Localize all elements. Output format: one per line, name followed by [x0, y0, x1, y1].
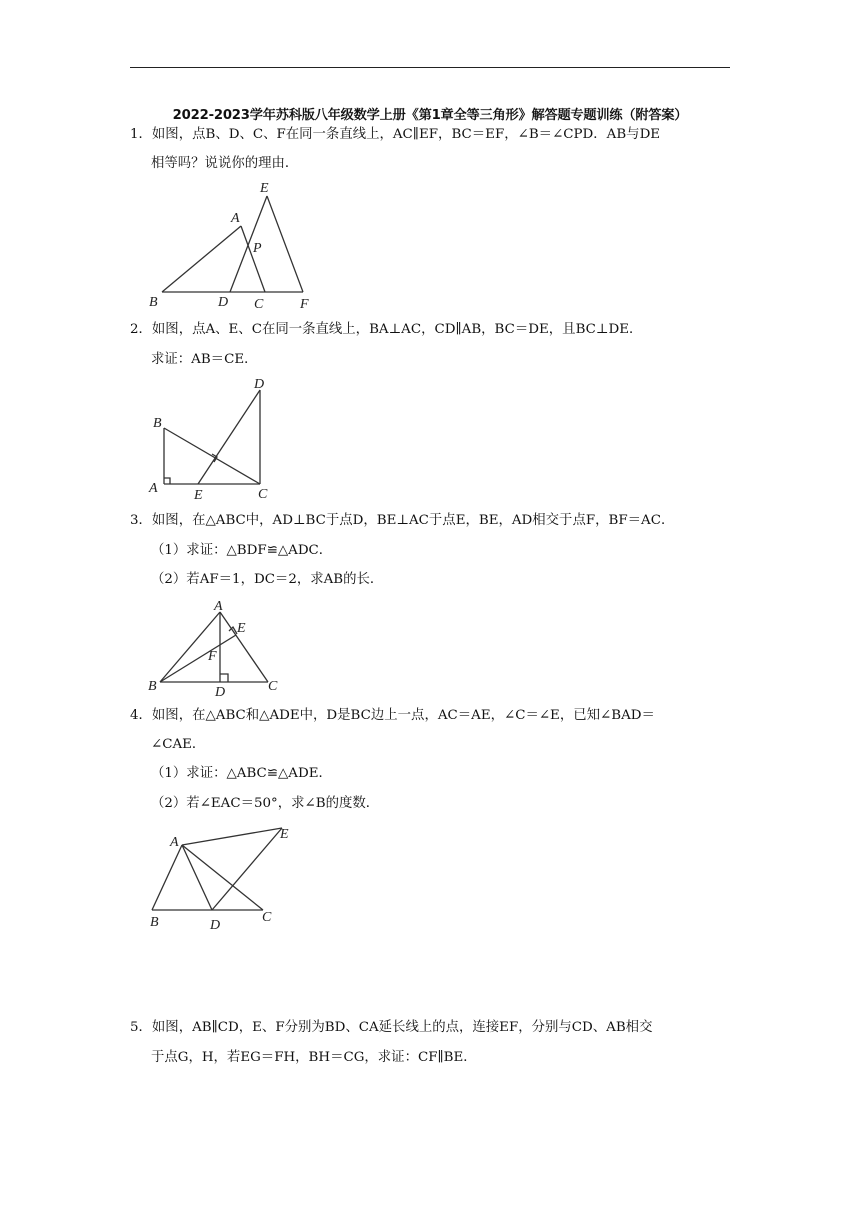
q3-segment-BE: [160, 635, 236, 682]
q3-label-A: A: [214, 599, 223, 614]
q3-label-B: B: [148, 679, 157, 694]
q2-text-line2: 求证：AB＝CE．: [151, 352, 258, 367]
q2-label-A: A: [149, 481, 158, 496]
q2-text-line1: 2．如图，点A、E、C在同一条直线上，BA⊥AC，CD∥AB，BC＝DE，且BC⊥DE．: [130, 322, 643, 337]
q2-label-E: E: [194, 488, 203, 503]
q2-segment-DE: [198, 390, 260, 484]
q1-label-B: B: [149, 295, 158, 310]
q4-label-C: C: [262, 910, 272, 925]
q3-label-D: D: [215, 685, 226, 700]
q2-label-B: B: [153, 416, 162, 431]
q3-label-E: E: [237, 621, 246, 636]
q1-figure: [140, 176, 330, 316]
q1-label-C: C: [254, 297, 264, 312]
q3-right-angle-D: [220, 674, 228, 682]
q3-text-line2: （1）求证：△BDF≌△ADC．: [151, 543, 333, 558]
q1-label-F: F: [300, 297, 309, 312]
q4-text-line2: ∠CAE．: [151, 737, 206, 752]
q4-label-A: A: [170, 835, 179, 850]
q2-right-angle-A: [164, 478, 170, 484]
q1-label-A: A: [231, 211, 240, 226]
q3-label-C: C: [268, 679, 278, 694]
q4-segment-AB: [152, 845, 182, 910]
q4-label-B: B: [150, 915, 159, 930]
q1-label-E: E: [260, 181, 269, 196]
q5-text-line2: 于点G，H，若EG＝FH，BH＝CG，求证：CF∥BE．: [151, 1050, 477, 1065]
q4-segment-AC: [182, 845, 263, 910]
q3-figure: [140, 596, 290, 700]
page-title: 2022-2023学年苏科版八年级数学上册《第1章全等三角形》解答题专题训练（附答案）: [172, 108, 688, 123]
q5-text-line1: 5．如图，AB∥CD，E、F分别为BD、CA延长线上的点，连接EF，分别与CD、AB相交: [130, 1020, 653, 1035]
q4-segment-AD: [182, 845, 212, 910]
q4-segment-AE: [182, 828, 282, 845]
q3-text-line1: 3．如图，在△ABC中，AD⊥BC于点D，BE⊥AC于点E，BE，AD相交于点F，BF＝AC．: [130, 513, 675, 528]
q2-segment-BC: [164, 428, 260, 484]
q4-label-E: E: [280, 827, 289, 842]
q2-label-C: C: [258, 487, 268, 502]
q1-text-line1: 1．如图，点B、D、C、F在同一条直线上，AC∥EF，BC＝EF，∠B＝∠CPD．AB与DE: [130, 127, 661, 142]
q3-segment-AB: [160, 612, 220, 682]
q1-text-line2: 相等吗？说说你的理由．: [151, 156, 299, 171]
q2-figure: [140, 372, 280, 504]
q4-text-line1: 4．如图，在△ABC和△ADE中，D是BC边上一点，AC＝AE，∠C＝∠E，已知∠BAD＝: [130, 708, 655, 723]
q4-text-line4: （2）若∠EAC＝50°，求∠B的度数．: [151, 796, 380, 811]
q1-segment-BA: [162, 226, 241, 292]
q1-segment-EF: [267, 196, 303, 292]
q3-text-line3: （2）若AF＝1，DC＝2，求AB的长．: [151, 572, 384, 587]
q3-label-F: F: [208, 649, 217, 664]
q4-text-line3: （1）求证：△ABC≌△ADE．: [151, 766, 332, 781]
q2-label-D: D: [254, 377, 265, 392]
q1-label-D: D: [218, 295, 229, 310]
q1-segment-AC: [241, 226, 265, 292]
q4-label-D: D: [210, 918, 221, 933]
q4-figure: [140, 818, 300, 936]
header-rule: [130, 67, 730, 68]
q1-label-P: P: [253, 241, 262, 256]
